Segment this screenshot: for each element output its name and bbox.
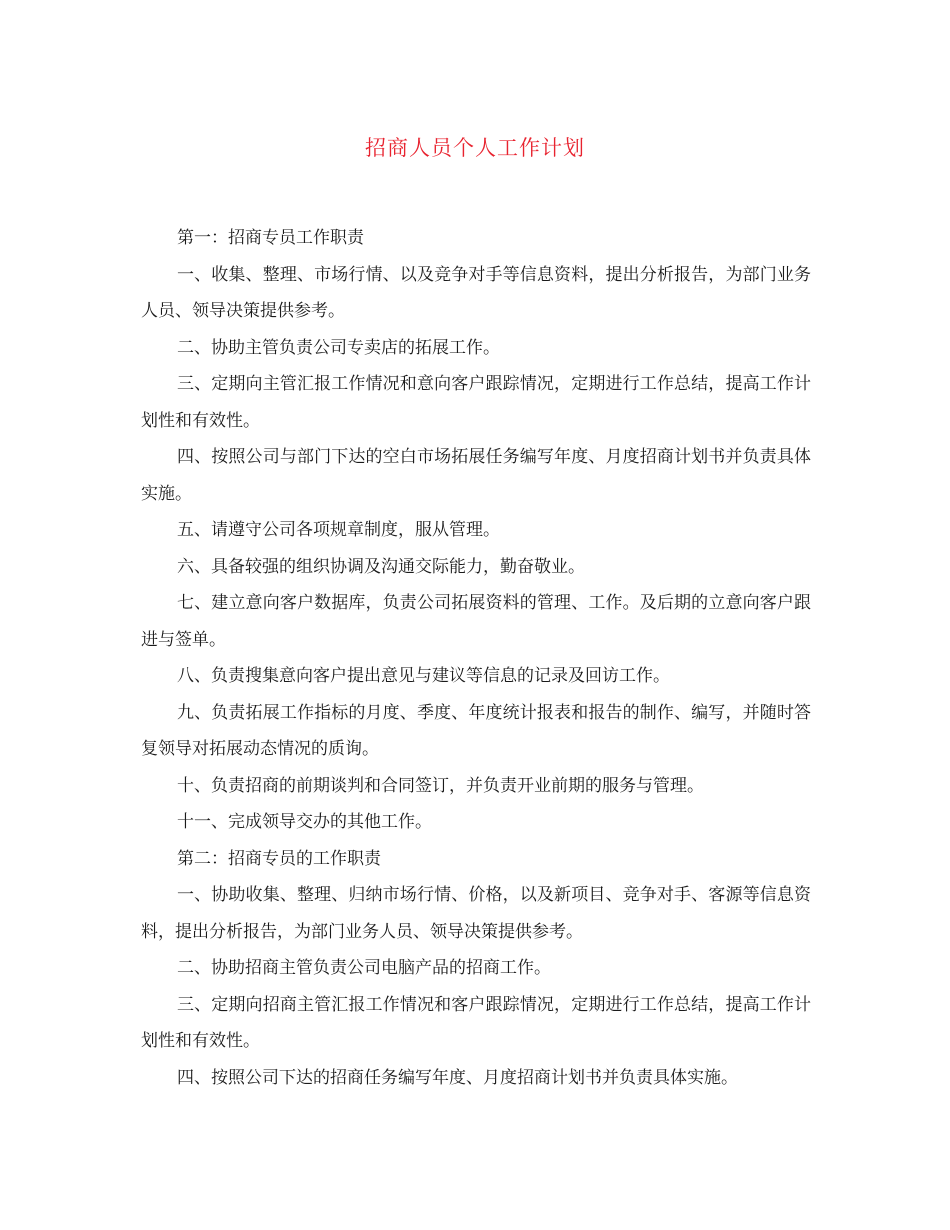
paragraph: 五、请遵守公司各项规章制度，服从管理。 xyxy=(177,520,500,540)
paragraph: 七、建立意向客户数据库，负责公司拓展资料的管理、工作。及后期的立意向客户跟进与签单。 xyxy=(141,593,811,650)
paragraph: 一、协助收集、整理、归纳市场行情、价格，以及新项目、竞争对手、客源等信息资料，提出分析报告，为部门业务人员、领导决策提供参考。 xyxy=(141,885,811,942)
document-body xyxy=(141,220,811,1096)
paragraph: 二、协助主管负责公司专卖店的拓展工作。 xyxy=(177,337,500,358)
section-heading-2: 第二：招商专员的工作职责 xyxy=(177,848,381,869)
paragraph: 四、按照公司下达的招商任务编写年度、月度招商计划书并负责具体实施。 xyxy=(177,1067,738,1088)
paragraph: 九、负责拓展工作指标的月度、季度、年度统计报表和报告的制作、编写，并随时答复领导对拓展动态情况的质询。 xyxy=(141,702,811,759)
paragraph: 六、具备较强的组织协调及沟通交际能力，勤奋敬业。 xyxy=(177,556,585,577)
paragraph: 十、负责招商的前期谈判和合同签订，并负责开业前期的服务与管理。 xyxy=(177,775,704,796)
document-title: 招商人员个人工作计划 xyxy=(365,136,585,160)
paragraph: 一、收集、整理、市场行情、以及竞争对手等信息资料，提出分析报告，为部门业务人员、领导决策提供参考。 xyxy=(141,264,811,321)
paragraph: 十一、完成领导交办的其他工作。 xyxy=(177,812,432,832)
paragraph: 四、按照公司与部门下达的空白市场拓展任务编写年度、月度招商计划书并负责具体实施。 xyxy=(141,447,811,504)
paragraph: 三、定期向招商主管汇报工作情况和客户跟踪情况，定期进行工作总结，提高工作计划性和有效性。 xyxy=(141,994,811,1051)
paragraph: 八、负责搜集意向客户提出意见与建议等信息的记录及回访工作。 xyxy=(177,666,670,686)
section-heading-1: 第一：招商专员工作职责 xyxy=(177,228,364,248)
paragraph: 二、协助招商主管负责公司电脑产品的招商工作。 xyxy=(177,958,551,978)
paragraph: 三、定期向主管汇报工作情况和意向客户跟踪情况，定期进行工作总结，提高工作计划性和有效性。 xyxy=(141,374,811,431)
